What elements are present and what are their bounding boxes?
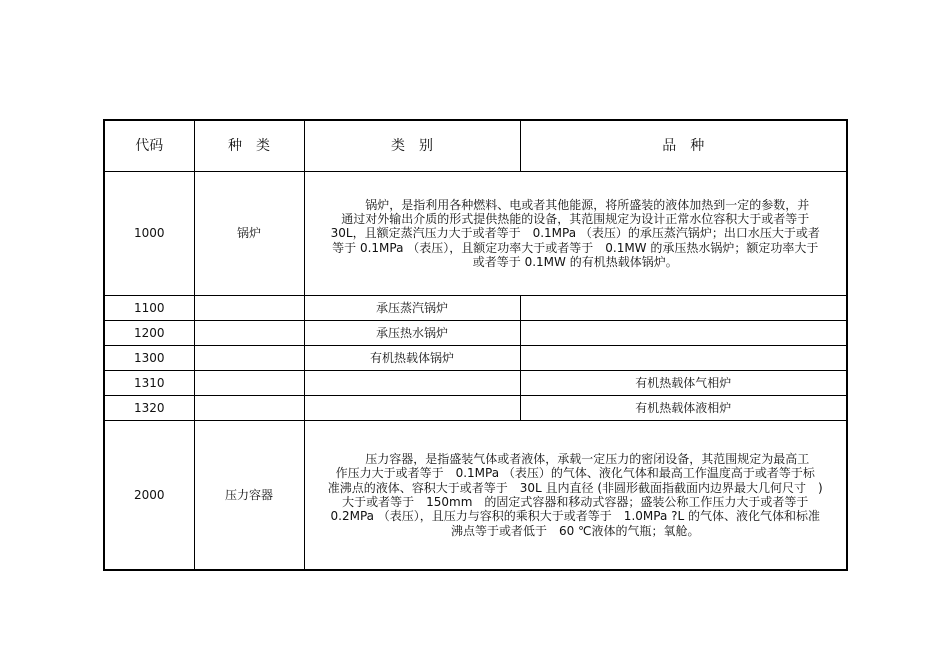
table-row	[104, 346, 847, 371]
description-line: 30L，且额定蒸汽压力大于或者等于 0.1MPa （表压）的承压蒸汽锅炉；出口水压大于或者	[330, 226, 820, 241]
description-line: 压力容器，是指盛装气体或者液体，承载一定压力的密闭设备，其范围规定为最高工	[341, 451, 810, 466]
description-line: 沸点等于或者低于 60 ℃液体的气瓶；氧舱。	[450, 523, 700, 538]
description-line: 通过对外输出介质的形式提供热能的设备，其范围规定为设计正常水位容积大于或者等于	[341, 211, 810, 226]
description-line: 锅炉，是指利用各种燃料、电或者其他能源，将所盛装的液体加热到一定的参数，并	[341, 197, 810, 212]
equipment-catalog-table	[103, 119, 848, 571]
row-variety: 有机热载体气相炉	[520, 371, 847, 396]
table-row	[104, 321, 847, 346]
header-code: 代码	[104, 120, 194, 172]
description-line: 大于或者等于 150mm 的固定式容器和移动式容器；盛装公称工作压力大于或者等于	[342, 495, 809, 509]
row-variety	[520, 296, 847, 321]
table-header-row	[104, 120, 847, 172]
header-variety: 品 种	[520, 120, 847, 172]
row-kind	[194, 371, 304, 396]
row-description	[304, 421, 847, 571]
row-code: 1000	[104, 172, 194, 296]
description-line: 或者等于 0.1MW 的有机热载体锅炉。	[472, 255, 678, 270]
row-category	[304, 371, 520, 396]
row-kind: 锅炉	[194, 172, 304, 296]
row-code: 2000	[104, 421, 194, 571]
row-variety	[520, 321, 847, 346]
header-category: 类 别	[304, 120, 520, 172]
header-kind: 种 类	[194, 120, 304, 172]
row-variety: 有机热载体液相炉	[520, 396, 847, 421]
row-code: 1320	[104, 396, 194, 421]
description-line: 准沸点的液体、容积大于或者等于 30L 且内直径 (非圆形截面指截面内边界最大几何尺寸 )	[327, 480, 823, 495]
row-category: 承压蒸汽锅炉	[304, 296, 520, 321]
table-row	[104, 396, 847, 421]
row-kind: 压力容器	[194, 421, 304, 571]
row-kind	[194, 396, 304, 421]
table-row	[104, 421, 847, 571]
table-row	[104, 172, 847, 296]
description-line: 0.2MPa （表压），且压力与容积的乘积大于或者等于 1.0MPa ?L 的气体、液化气体和标准	[330, 509, 820, 524]
row-kind	[194, 346, 304, 371]
table-row	[104, 371, 847, 396]
row-code: 1310	[104, 371, 194, 396]
description-line: 作压力大于或者等于 0.1MPa （表压）的气体、液化气体和最高工作温度高于或者等于标	[335, 466, 815, 481]
table-row	[104, 296, 847, 321]
row-code: 1200	[104, 321, 194, 346]
row-variety	[520, 346, 847, 371]
row-kind	[194, 296, 304, 321]
row-description	[304, 172, 847, 296]
row-code: 1100	[104, 296, 194, 321]
row-code: 1300	[104, 346, 194, 371]
row-category: 承压热水锅炉	[304, 321, 520, 346]
description-line: 等于 0.1MPa （表压），且额定功率大于或者等于 0.1MW 的承压热水锅炉；额定功率大于	[332, 240, 819, 255]
row-category: 有机热载体锅炉	[304, 346, 520, 371]
row-category	[304, 396, 520, 421]
row-kind	[194, 321, 304, 346]
